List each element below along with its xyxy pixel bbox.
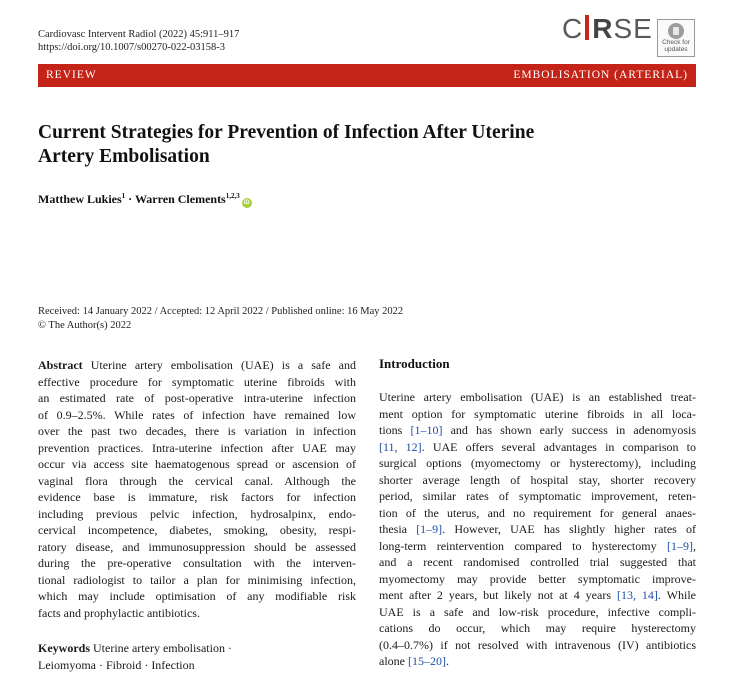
author-separator: · <box>125 192 135 206</box>
keywords-line: Leiomyoma · Fibroid · Infection <box>38 657 195 672</box>
intro-line <box>379 571 696 588</box>
abstract-text: prevention practices. Intra-uterine infection after UAE may <box>38 440 356 455</box>
logo-letter-r: R <box>592 13 614 44</box>
citation-link[interactable]: [13, 14] <box>616 588 658 602</box>
intro-text: . <box>446 654 449 668</box>
abstract-text: occur via access site haematogenous spread or ascension of <box>38 457 356 471</box>
abstract-text: an estimated rate of post-operative intra-uterine infection <box>38 391 356 405</box>
doi-link[interactable]: https://doi.org/10.1007/s00270-022-03158-3 <box>38 42 226 53</box>
keywords-text: Uterine artery embolisation · <box>90 641 232 655</box>
abstract-line <box>38 539 356 556</box>
intro-text: surgical options (myomectomy or hysterectomy), including <box>379 456 696 470</box>
author-list <box>38 192 252 208</box>
intro-text: and has shown early success in adenomyosis <box>442 423 696 437</box>
author-affiliation: 1,2,3 <box>225 192 240 200</box>
abstract-text: effective procedure for symptomatic uterine fibroids with <box>38 374 356 389</box>
logo-red-bar <box>585 15 589 40</box>
abstract-line <box>38 555 356 572</box>
intro-line <box>379 637 696 654</box>
abstract-line <box>38 407 356 424</box>
intro-text: ment after 2 years, but likely not at 4 years <box>379 588 617 602</box>
intro-line <box>379 587 696 604</box>
subject-category-label: EMBOLISATION (ARTERIAL) <box>513 69 688 81</box>
intro-line <box>379 604 696 621</box>
abstract-line <box>38 374 356 391</box>
intro-line <box>379 488 696 505</box>
intro-line <box>379 505 696 522</box>
intro-text: Uterine artery embolisation (UAE) is an established treat- <box>379 390 696 404</box>
intro-line <box>379 554 696 571</box>
title-line: Artery Embolisation <box>38 146 210 167</box>
abstract-text: over the past two decades, there is variation in infection <box>38 424 356 438</box>
intro-line <box>379 472 696 489</box>
abstract-line <box>38 506 356 523</box>
citation-link[interactable]: [1–9] <box>667 538 693 553</box>
abstract-text: including previous pelvic infection, hydrosalpinx, endo- <box>38 506 356 521</box>
intro-text: , <box>693 538 696 553</box>
bookmark-icon <box>668 23 684 39</box>
abstract-line <box>38 423 356 440</box>
citation-link[interactable]: [15–20] <box>408 654 446 668</box>
abstract-text: during the pre-operative consultation with the interven- <box>38 556 356 570</box>
orcid-icon[interactable]: iD <box>243 200 250 206</box>
introduction-body <box>379 389 696 670</box>
intro-text: long-term reintervention compared to hysterectomy <box>379 538 667 553</box>
abstract-line <box>38 357 356 374</box>
intro-line <box>379 521 696 538</box>
abstract-text: which may include optimisation of any modifiable risk <box>38 589 356 603</box>
abstract-line <box>38 588 356 605</box>
intro-line <box>379 422 696 439</box>
author-name[interactable]: Matthew Lukies <box>38 192 122 206</box>
abstract-section <box>38 357 356 621</box>
abstract-heading: Abstract <box>38 358 83 372</box>
abstract-line <box>38 572 356 589</box>
intro-text: period, similar rates of symptomatic improvement, reten- <box>379 489 696 503</box>
abstract-line <box>38 489 356 506</box>
abstract-text: vaginal flora through the cervical canal. Although the <box>38 473 356 488</box>
dates-line: Received: 14 January 2022 / Accepted: 12 April 2022 / Published online: 16 May 2022 <box>38 306 404 317</box>
publication-dates <box>38 305 403 333</box>
intro-text: cations do occur, which may require hysterectomy <box>379 621 696 635</box>
intro-line <box>379 389 696 406</box>
intro-text: and a recent randomised controlled trial suggested that <box>379 555 696 569</box>
logo-letter-c: C <box>562 13 584 44</box>
abstract-text: evidence base is immature, risk factors for infection <box>38 490 356 504</box>
intro-text: alone <box>379 654 408 668</box>
intro-line <box>379 653 696 670</box>
intro-text: myomectomy may provide better symptomatic improve- <box>379 571 696 586</box>
intro-line <box>379 439 696 456</box>
author-name[interactable]: Warren Clements <box>134 192 226 206</box>
intro-text: thesia <box>379 522 417 536</box>
abstract-text: Uterine artery embolisation (UAE) is a safe and <box>82 358 356 372</box>
article-type-label: REVIEW <box>46 69 97 81</box>
abstract-text: cervical incompetence, diabetes, smoking, obesity, respi- <box>38 523 356 537</box>
badge-line1: Check for <box>662 39 690 46</box>
intro-line <box>379 538 696 555</box>
abstract-line <box>38 440 356 457</box>
logo-letters-se: SE <box>613 13 653 44</box>
intro-text: tions <box>379 423 411 437</box>
citation-link[interactable]: [1–9] <box>416 522 443 536</box>
article-type-band <box>38 64 696 87</box>
title-line: Current Strategies for Prevention of Infection After Uterine <box>38 122 535 143</box>
abstract-text: facts and prophylactic antibiotics. <box>38 605 200 620</box>
abstract-text: ratory disease, and immunosuppression should be assessed <box>38 539 356 554</box>
introduction-heading: Introduction <box>379 356 450 371</box>
intro-line <box>379 406 696 423</box>
badge-line2: updates <box>664 45 688 53</box>
intro-text: shorter average length of hospital stay, shorter recovery <box>379 472 696 487</box>
abstract-line <box>38 605 356 622</box>
abstract-line <box>38 522 356 539</box>
keywords-line <box>38 640 356 657</box>
intro-text: . However, UAE has slightly higher rates of <box>442 522 696 536</box>
intro-line <box>379 455 696 472</box>
abstract-text: tional radiologist to tailor a plan for minimising infection, <box>38 572 356 587</box>
citation-link[interactable]: [1–10] <box>410 423 443 437</box>
abstract-line <box>38 456 356 473</box>
abstract-line <box>38 473 356 490</box>
check-for-updates-badge[interactable] <box>657 19 695 57</box>
journal-citation: Cardiovasc Intervent Radiol (2022) 45:911–917 <box>38 29 240 40</box>
keywords-section <box>38 640 356 673</box>
abstract-text: of 0.9–2.5%. While rates of infection have remained low <box>38 407 356 422</box>
intro-text: . While <box>657 588 696 602</box>
article-title <box>38 121 658 169</box>
citation-link[interactable]: [11, 12] <box>379 439 422 454</box>
keywords-heading: Keywords <box>38 641 90 655</box>
intro-text: tion of the uterus, and no requirement for general anaes- <box>379 505 696 520</box>
copyright-line: © The Author(s) 2022 <box>38 320 132 331</box>
intro-text: (0.4–0.7%) if not resolved with intravenous (IV) antibiotics <box>379 637 696 652</box>
intro-text: ment option for symptomatic uterine fibroids in all loca- <box>379 406 696 421</box>
intro-text: . UAE offers several advantages in comparison to <box>421 439 697 454</box>
abstract-line <box>38 390 356 407</box>
intro-text: UAE is a safe and low-risk procedure, infective compli- <box>379 604 696 619</box>
author-affiliation: 1 <box>121 192 126 200</box>
cirse-logo[interactable] <box>562 12 653 46</box>
intro-line <box>379 620 696 637</box>
